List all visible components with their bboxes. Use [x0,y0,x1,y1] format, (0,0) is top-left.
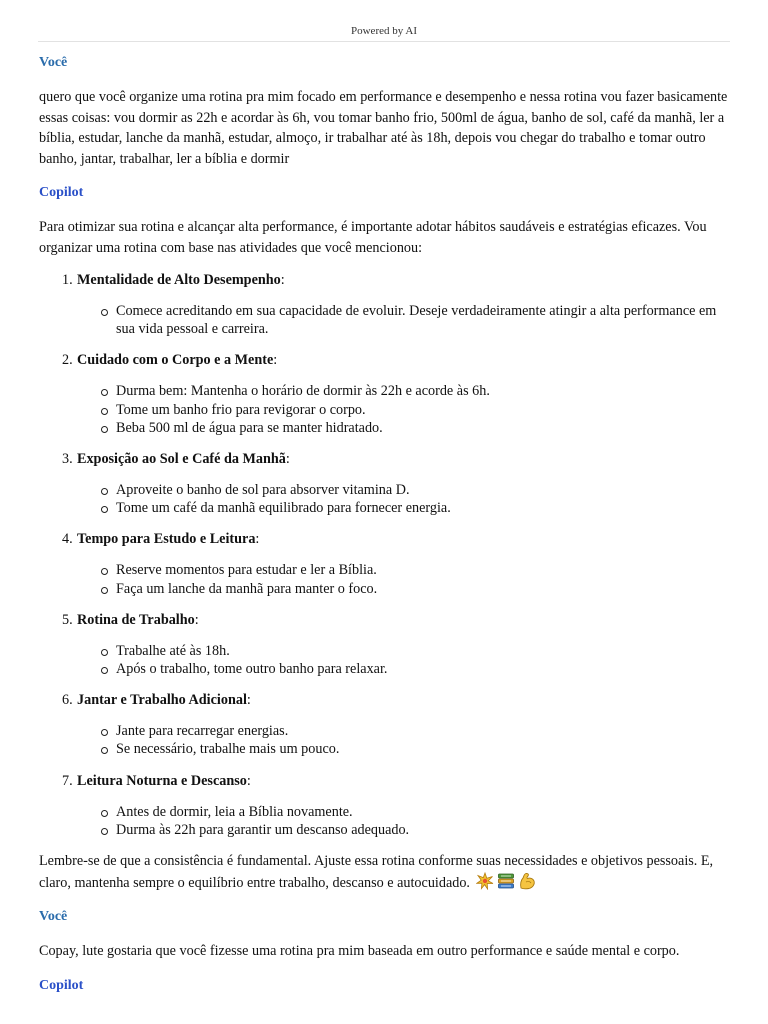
conversation [39,53,728,996]
bullet-text: Durma às 22h para garantir um descanso adequado. [116,821,410,838]
bullet-text: Faça um lanche da manhã para manter o foco. [116,580,378,597]
list-item [39,821,728,839]
item-colon: : [285,451,290,468]
speaker-label-copilot: Copilot [39,185,84,200]
sparkle-icon [476,872,494,890]
list-item [39,419,728,437]
circle-bullet-icon [101,587,108,594]
circle-bullet-icon [101,667,108,674]
bullet-text: Aproveite o banho de sol para absorver vitamina D. [116,482,410,499]
item-title: Rotina de Trabalho [77,611,195,628]
bullet-text: Reserve momentos para estudar e ler a Bíblia. [116,562,377,579]
list-item [39,803,728,821]
circle-bullet-icon [101,389,108,396]
routine-list [39,270,728,839]
copilot-outro [39,851,728,893]
list-item [39,401,728,419]
routine-item [39,270,728,338]
routine-item [39,610,728,678]
item-bullets [39,642,728,678]
copilot-intro: Para otimizar sua rotina e alcançar alta performance, é importante adotar hábitos saudáveis e estratégias eficazes. Vou organizar uma rotina com base nas atividades que você mencionou: [39,219,707,256]
routine-item [39,771,728,839]
routine-item [39,529,728,597]
user-message: Copay, lute gostaria que você fizesse uma rotina pra mim baseada em outro performance e saúde mental e corpo. [39,943,680,960]
circle-bullet-icon [101,488,108,495]
item-bullets [39,803,728,839]
circle-bullet-icon [101,568,108,575]
speaker-label-copilot: Copilot [39,977,84,993]
bullet-text: Jante para recarregar energias. [116,723,289,740]
list-item [39,302,728,338]
bullet-text: Trabalhe até às 18h. [116,642,230,659]
page-header [38,24,730,42]
circle-bullet-icon [101,747,108,754]
books-icon [497,872,515,890]
list-item [39,561,728,579]
item-number: 4. [62,531,73,548]
user-message: quero que você organize uma rotina pra mim focado em performance e desempenho e nessa rotina vou fazer basicamente essas coisas: vou dormir as 22h e acordar às 6h, vou tomar banho frio, 500ml de água, banho de sol, café da manhã, ler a bíblia, estudar, lanche da manhã, estudar, almoço, ir trabalhar até às 18h, depois vou chegar do trabalho e tomar outro banho, jantar, trabalhar, ler a bíblia e dormir [39,89,728,167]
item-number: 7. [62,772,73,789]
item-colon: : [246,692,251,709]
item-title: Exposição ao Sol e Café da Manhã [77,451,286,468]
bullet-text: Tome um café da manhã equilibrado para fornecer energia. [116,500,451,517]
circle-bullet-icon [101,309,108,316]
item-number: 2. [62,352,73,369]
item-title: Leitura Noturna e Descanso [77,772,247,789]
item-bullets [39,302,728,338]
item-bullets [39,561,728,597]
item-colon: : [280,272,285,288]
item-number: 6. [62,692,73,709]
item-number: 1. [62,272,73,288]
circle-bullet-icon [101,506,108,513]
outro-text: Lembre-se de que a consistência é fundamental. Ajuste essa rotina conforme suas necessidades e objetivos pessoais. E, claro, mantenha sempre o equilíbrio entre trabalho, descanso e autocuidado. [39,853,714,891]
circle-bullet-icon [101,649,108,656]
routine-item [39,690,728,758]
item-colon: : [273,352,278,369]
circle-bullet-icon [101,426,108,433]
list-item [39,642,728,660]
list-item [39,499,728,517]
item-title: Mentalidade de Alto Desempenho [77,272,281,288]
bullet-text: Tome um banho frio para revigorar o corpo. [116,401,366,418]
routine-item [39,449,728,517]
speaker-label-user: Você [39,909,68,925]
bullet-text: Se necessário, trabalhe mais um pouco. [116,741,340,758]
list-item [39,481,728,499]
item-bullets [39,382,728,437]
list-item [39,722,728,740]
list-item [39,580,728,598]
item-title: Cuidado com o Corpo e a Mente [77,352,274,369]
item-colon: : [194,611,199,628]
item-number: 5. [62,611,73,628]
item-bullets [39,481,728,517]
bullet-text: Durma bem: Mantenha o horário de dormir às 22h e acorde às 6h. [116,383,490,400]
item-title: Jantar e Trabalho Adicional [77,692,247,709]
routine-item [39,350,728,437]
bullet-text: Antes de dormir, leia a Bíblia novamente. [116,803,353,820]
item-title: Tempo para Estudo e Leitura [77,531,256,548]
circle-bullet-icon [101,729,108,736]
flexed-biceps-icon [518,872,536,890]
list-item [39,382,728,400]
circle-bullet-icon [101,828,108,835]
item-colon: : [255,531,260,548]
header-title: Powered by AI [351,25,417,37]
item-bullets [39,722,728,758]
speaker-label-user: Você [39,55,68,70]
circle-bullet-icon [101,408,108,415]
emoji-group [474,872,536,890]
bullet-text: Comece acreditando em sua capacidade de evoluir. Deseje verdadeiramente atingir a alta performance em sua vida pessoal e carreira. [116,303,717,338]
list-item [39,660,728,678]
bullet-text: Após o trabalho, tome outro banho para relaxar. [116,661,388,678]
item-colon: : [246,772,251,789]
bullet-text: Beba 500 ml de água para se manter hidratado. [116,419,383,436]
circle-bullet-icon [101,810,108,817]
item-number: 3. [62,451,73,468]
list-item [39,740,728,758]
